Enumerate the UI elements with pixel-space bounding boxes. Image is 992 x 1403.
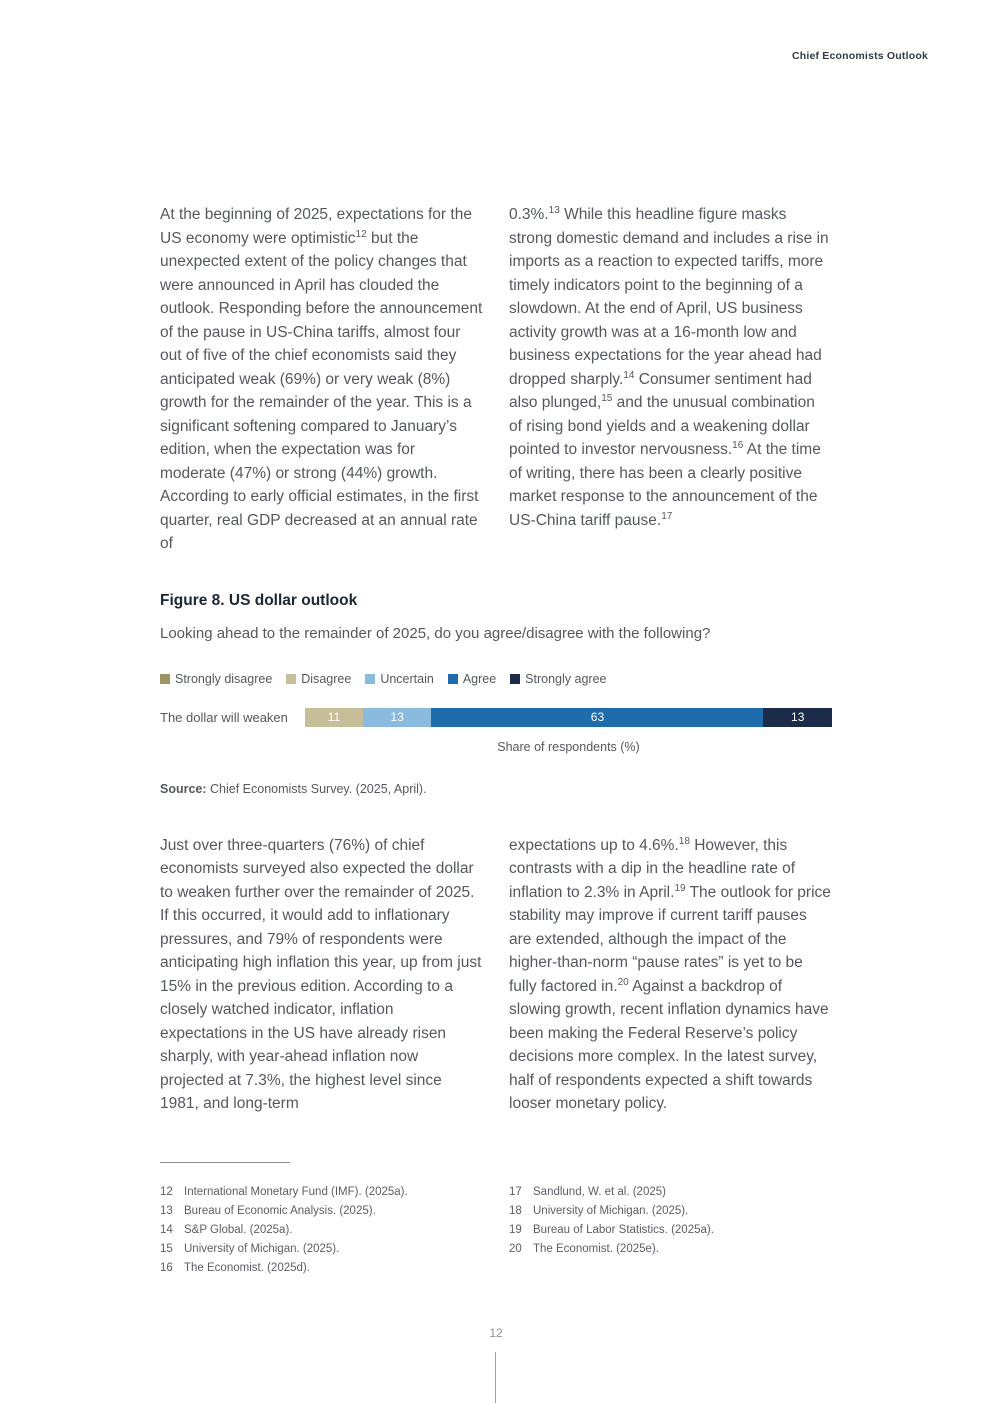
footnote-ref: 19 [674, 882, 686, 894]
legend-item [160, 672, 272, 686]
footnote-ref: 13 [548, 204, 560, 216]
page-footer-rule [495, 1352, 496, 1403]
footnote-item [509, 1240, 832, 1259]
stacked-bar [305, 708, 832, 727]
footnote-text: University of Michigan. (2025). [533, 1204, 689, 1217]
page-number: 12 [489, 1326, 503, 1340]
legend-label: Strongly disagree [175, 671, 273, 686]
bar-segment-disagree: 11 [305, 708, 363, 727]
source-line [160, 782, 832, 796]
footnote-item [160, 1221, 483, 1240]
legend-swatch-icon [448, 674, 458, 684]
footnote-ref: 17 [661, 510, 673, 522]
paragraph: At the beginning of 2025, expectations for the US economy were optimistic$^{12}$ but the unexpected extent of the policy changes that were announced in April has clouded the outlook. Responding before the announcement of the pause in US-China tariffs, almost four out of five of the chief economists said they anticipated weak (69%) or very weak (8%) growth for the remainder of the year. This is a significant softening compared to January’s edition, when the expectation was for moderate (47%) or strong (44%) growth. According to early official estimates, in the first quarter, real GDP decreased at an annual rate of [160, 206, 483, 552]
footnote-text: The Economist. (2025e). [533, 1242, 659, 1255]
footnote-text: International Monetary Fund (IMF). (2025a). [184, 1185, 408, 1198]
footnote-number: 17 [509, 1185, 522, 1198]
figure-question: Looking ahead to the remainder of 2025, do you agree/disagree with the following? [160, 624, 711, 642]
footnote-ref: 12 [355, 228, 367, 240]
legend-swatch-icon [365, 674, 375, 684]
source-text: Chief Economists Survey. (2025, April). [206, 781, 427, 796]
footnotes [160, 1183, 832, 1278]
footnote-number: 15 [160, 1242, 173, 1255]
footnote-item [160, 1259, 483, 1278]
footnote-number: 16 [160, 1261, 173, 1274]
legend-item [510, 672, 606, 686]
page-content [160, 203, 832, 1278]
legend-label: Strongly agree [525, 671, 607, 686]
legend-swatch-icon [160, 674, 170, 684]
paragraph: 0.3%.$^{13}$ While this headline figure masks strong domestic demand and includes a rise in imports as a reaction to expected tariffs, more timely indicators point to the beginning of a slowdown. At the end of April, US business activity growth was at a 16-month low and business expectations for the year ahead had dropped sharply.$^{14}$ Consumer sentiment had also plunged,$^{15}$ and the unusual combination of rising bond yields and a weakening dollar pointed to investor nervousness.$^{16}$ At the time of writing, there has been a clearly positive market response to the announcement of the US-China tariff pause.$^{17}$ [509, 204, 829, 529]
footnote-item [509, 1183, 832, 1202]
legend-label: Agree [462, 671, 497, 686]
footnote-item [160, 1240, 483, 1259]
footnote-number: 20 [509, 1242, 522, 1255]
legend-label: Uncertain [380, 671, 434, 686]
body-section-2 [160, 834, 832, 1116]
footnote-divider [160, 1162, 290, 1163]
footnote-number: 18 [509, 1204, 522, 1217]
legend-label: Disagree [301, 671, 352, 686]
footnote-number: 19 [509, 1223, 522, 1236]
legend-item [286, 672, 351, 686]
bar-category-label: The dollar will weaken [160, 709, 288, 725]
footnote-ref: 16 [732, 439, 744, 451]
footnote-ref: 18 [678, 835, 690, 847]
footnote-item [160, 1183, 483, 1202]
legend-swatch-icon [286, 674, 296, 684]
paragraph: Just over three-quarters (76%) of chief economists surveyed also expected the dollar to weaken further over the remainder of 2025. If this occurred, it would add to inflationary pressures, and 79% of respondents were anticipating high inflation this year, up from just 15% in the previous edition. According to a closely watched indicator, inflation expectations in the US have already risen sharply, with year-ahead inflation now projected at 7.3%, the highest level since 1981, and long-term [160, 836, 482, 1112]
footnote-text: University of Michigan. (2025). [184, 1242, 340, 1255]
bar-segment-uncertain: 13 [363, 708, 432, 727]
footnote-text: S&P Global. (2025a). [184, 1223, 293, 1236]
footnote-text: Sandlund, W. et al. (2025) [533, 1185, 666, 1198]
legend-item [365, 672, 434, 686]
footnote-item [160, 1202, 483, 1221]
footnote-item [509, 1221, 832, 1240]
paragraph: expectations up to 4.6%.$^{18}$ However, this contrasts with a dip in the headline rate of inflation to 2.3% in April.$^{19}$ The outlook for price stability may improve if current tariff pauses are extended, although the impact of the higher-than-norm “pause rates” is yet to be fully factored in.$^{20}$ Against a backdrop of slowing growth, recent inflation dynamics have been making the Federal Reserve’s policy decisions more complex. In the latest survey, half of respondents expected a shift towards looser monetary policy. [509, 835, 831, 1112]
footnote-text: Bureau of Labor Statistics. (2025a). [533, 1223, 714, 1236]
footnote-text: The Economist. (2025d). [184, 1261, 310, 1274]
source-label: Source: [160, 781, 207, 796]
footnote-number: 12 [160, 1185, 173, 1198]
footnote-text: Bureau of Economic Analysis. (2025). [184, 1204, 376, 1217]
x-axis-label: Share of respondents (%) [497, 739, 640, 754]
legend-item [448, 672, 496, 686]
body-section-1 [160, 203, 832, 556]
running-header: Chief Economists Outlook [791, 50, 928, 62]
footnote-number: 14 [160, 1223, 173, 1236]
footnote-ref: 14 [623, 369, 635, 381]
footnote-column-left [160, 1183, 483, 1278]
bar-segment-strongly-agree: 13 [763, 708, 832, 727]
footnote-number: 13 [160, 1204, 173, 1217]
bar-segment-agree: 63 [431, 708, 763, 727]
chart-legend [160, 672, 832, 686]
figure-title: Figure 8. US dollar outlook [160, 591, 358, 609]
footnote-ref: 15 [601, 392, 613, 404]
chart-row [160, 708, 832, 727]
footnote-ref: 20 [617, 976, 629, 988]
footnote-item [509, 1202, 832, 1221]
footnote-column-right [509, 1183, 832, 1278]
legend-swatch-icon [510, 674, 520, 684]
